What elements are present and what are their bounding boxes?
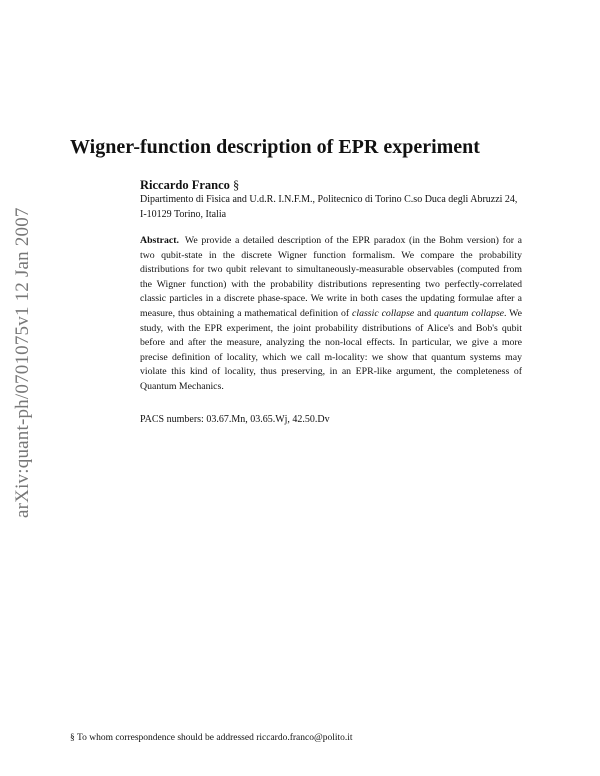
correspondence-footnote: § To whom correspondence should be addressed riccardo.franco@polito.it (70, 733, 353, 743)
arxiv-identifier-stamp (12, 188, 36, 518)
arxiv-identifier-text: arXiv:quant-ph/0701075v1 12 Jan 2007 (12, 207, 33, 518)
abstract-text-part-2: and (417, 307, 432, 319)
author-line (140, 178, 239, 193)
abstract-text-part-1: We provide a detailed description of the EPR paradox (in the Bohm version) for a two qubit-state in the discrete Wigner function formalism. We compare the probability distributions for two qubit relevant to simultaneously-measurable observables (computed from the Wigner function) with the probability distributions representing two perfectly-correlated classic particles in a discrete phase-space. We write in both cases the updating formulae after a measure, thus obtaining a mathematical definition of (140, 235, 522, 319)
abstract-italic-quantum-collapse: quantum collapse (434, 307, 504, 319)
author-affiliation: Dipartimento di Fisica and U.d.R. I.N.F.M., Politecnico di Torino C.so Duca degli Abruzzi 24, I-10129 Torino, Italia (140, 194, 518, 220)
abstract-label: Abstract. (140, 235, 179, 246)
pacs-numbers: PACS numbers: 03.67.Mn, 03.65.Wj, 42.50.Dv (140, 414, 330, 425)
abstract-text-part-3: . We study, with the EPR experiment, the joint probability distributions of Alice's and Bob's qubit before and after the measure, analyzing the non-local effects. In particular, we give a more precise definition of locality, which we call m-locality: we show that quantum systems may violate this kind of locality, thus preserving, in an EPR-like argument, the completeness of Quantum Mechanics. (140, 307, 522, 392)
paper-title: Wigner-function description of EPR experiment (70, 136, 480, 158)
abstract (140, 234, 522, 395)
author-footnote-mark: § (233, 178, 240, 192)
abstract-italic-classic-collapse: classic collapse (352, 307, 415, 319)
author-name: Riccardo Franco (140, 178, 230, 192)
